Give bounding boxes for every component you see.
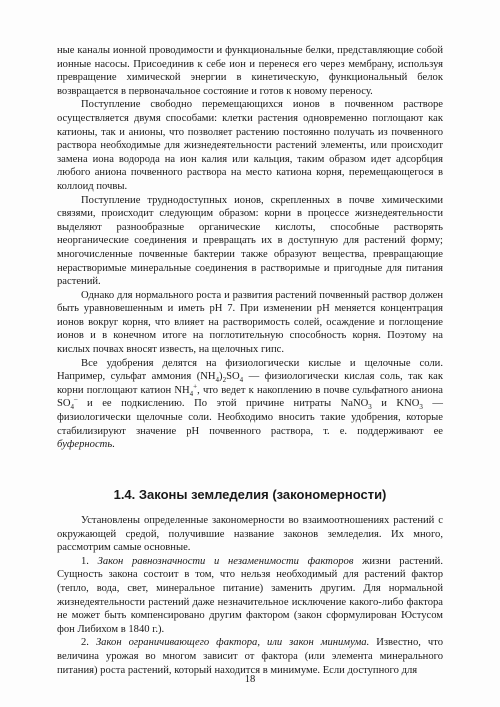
paragraph: ные каналы ионной проводимости и функциональные белки, представляющие собой ионные насосы. Присоединив к себе ион и перенеся его через мембрану, используя превращение химической энергии в кинетическую, функциональный белок возвращается в первоначальное состояние и готов к новому переносу. bbox=[57, 45, 443, 97]
text-run: и KNO bbox=[371, 398, 420, 410]
superscript: – bbox=[74, 395, 78, 404]
text-run: SO bbox=[226, 371, 240, 383]
text-run: Все удобрения делятся на физиологически кислые и щелочные соли. Например, сульфат аммония (NH bbox=[57, 357, 443, 383]
text-run: — физиологически щелочные соли. Необходимо вносить такие удобрения, которые стабилизируют значение рН почвенного раствора, т. е. поддерживают ее bbox=[57, 398, 443, 437]
paragraph: Установлены определенные закономерности во взаимоотношениях растений с окружающей средой, получившие название законов земледелия. Их много, рассмотрим самые основные. bbox=[57, 515, 443, 554]
section-heading: 1.4. Законы земледелия (закономерности) bbox=[113, 487, 387, 502]
text-run: жизни растений. Сущность закона состоит в том, что нельзя необходимый для растений фактор (тепло, вода, свет, минеральное питание) заменить другим. Для нормальной жизнедеятельности растений даже незначительное исключение какого-либо фактора не может быть компенсировано другим фактором (закон сформулирован Юстусом фон Либихом в 1840 г.). bbox=[57, 555, 443, 635]
paragraph: Поступление труднодоступных ионов, скрепленных в почве химическими связями, происходит следующим образом: корни в процессе жизнедеятельности выделяют разнообразные органические кислоты, способные растворять неорганические соединения и превращать их в доступную для растений форму; многочисленные почвенные бактерии также образуют вещества, превращающие нерастворимые минеральные соединения в растворимые и пригодные для питания растений. bbox=[57, 194, 443, 288]
subscript: 3 bbox=[368, 403, 372, 412]
law-title: Закон равнозначности и незаменимости факторов bbox=[97, 555, 354, 567]
text-run: , что ведет к накоплению в почве сульфатного аниона SO bbox=[57, 384, 443, 410]
subscript: 4 bbox=[215, 376, 220, 385]
text-run: и ее подкислению. По этой причине нитраты NaNO bbox=[77, 398, 369, 410]
paragraph-law-1 bbox=[57, 555, 443, 637]
text-run: . bbox=[112, 439, 115, 451]
paragraph: Поступление свободно перемещающихся ионов в почвенном растворе осуществляется двумя способами: клетки растения одновременно поглощают как катионы, так и анионы, что позволяет растению постоянно получать из почвенного раствора необходимые для жизнедеятельности растений элементы, или происходит замена иона водорода на ион калия или кальция, таким образом идет адсорбция любого аниона почвенного раствора на место катиона корня, перемещающегося в коллоид почвы. bbox=[57, 99, 443, 192]
text-run: — физиологически кислая соль, так как корни поглощают катион NH bbox=[57, 371, 443, 396]
subscript: 4 bbox=[70, 403, 75, 412]
paragraph-law-2 bbox=[57, 636, 443, 677]
subscript: 4 bbox=[239, 376, 244, 385]
body-text-section bbox=[57, 514, 443, 677]
subscript: 2 bbox=[222, 376, 227, 385]
italic-term: буферность bbox=[57, 439, 113, 451]
text-run: ) bbox=[219, 371, 223, 383]
text-run: Известно, что величина урожая во многом зависит от фактора (или элемента минерального питания) роста растений, который находится в минимуме. Если доступного для bbox=[57, 637, 443, 676]
list-number: 2. bbox=[81, 637, 96, 649]
subscript: 3 bbox=[419, 403, 423, 412]
superscript: + bbox=[193, 382, 198, 391]
body-text-top bbox=[57, 44, 443, 452]
page-number: 18 bbox=[244, 674, 256, 685]
paragraph-fertilizers bbox=[57, 357, 443, 452]
subscript: 4 bbox=[189, 389, 194, 398]
paragraph: Однако для нормального роста и развития растений почвенный раствор должен быть уравновешенным и иметь рН 7. При изменении рН меняется концентрация ионов вокруг корня, что влияет на растворимость солей, осаждение и поглощение ионов и в конечном итоге на поглотительную способность корня. Поэтому на кислых почвах вносят известь, на щелочных гипс. bbox=[57, 289, 443, 356]
law-title: Закон ограничивающего фактора, или закон минимума. bbox=[95, 637, 370, 649]
list-number: 1. bbox=[81, 555, 98, 567]
